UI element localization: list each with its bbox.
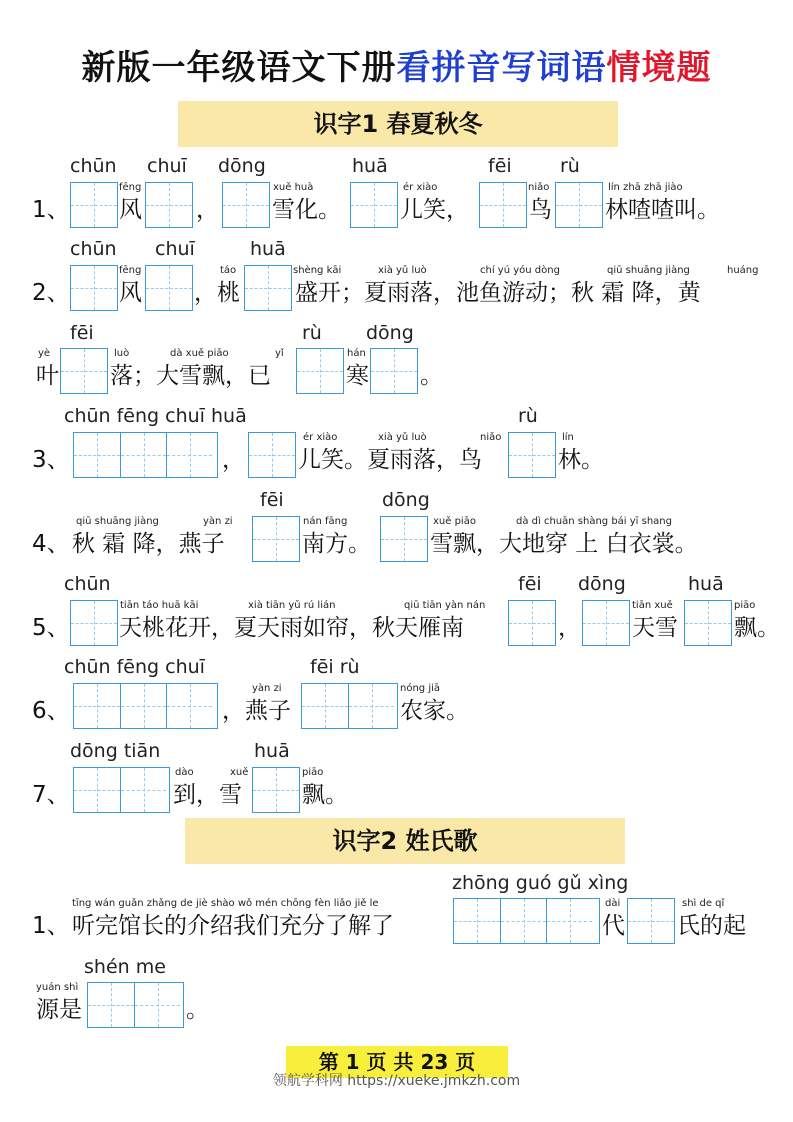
question-text: 农家。 <box>400 698 469 724</box>
pinyin: fēi <box>260 489 284 511</box>
question-text: 代 <box>602 913 625 939</box>
question-text: 飘。 <box>302 782 348 808</box>
question-text: 盛开；夏雨落，池鱼游动；秋 霜 降，黄 <box>295 280 701 306</box>
small-pinyin: xuě <box>230 767 249 778</box>
answer-box[interactable] <box>70 600 118 646</box>
small-pinyin: piāo <box>302 767 324 778</box>
page-number: 第 1 页 共 23 页 <box>286 1046 508 1078</box>
small-pinyin: lín zhā zhā jiào <box>608 182 683 193</box>
question-text: 天雪 <box>632 615 678 641</box>
small-pinyin: shèng kāi <box>293 265 342 276</box>
pinyin: dōng tiān <box>70 740 161 762</box>
question-text: 风 <box>119 197 142 223</box>
pinyin: rù <box>302 322 322 344</box>
pinyin: chūn fēng chuī <box>64 656 205 678</box>
answer-box[interactable] <box>244 265 292 311</box>
small-pinyin: nán fāng <box>303 516 348 527</box>
small-pinyin: piāo <box>734 600 756 611</box>
answer-box[interactable] <box>73 432 218 478</box>
pinyin: chūn <box>70 155 117 177</box>
small-pinyin: shì de qǐ <box>682 898 725 909</box>
question-number: 1、 <box>32 913 70 939</box>
small-pinyin: yǐ <box>275 348 284 359</box>
pinyin: huā <box>688 573 724 595</box>
question-text: 儿笑， <box>400 197 469 223</box>
watermark-text: 领航学科网 https://xueke.jmkzh.com <box>272 1073 521 1089</box>
question-number: 7、 <box>32 782 70 808</box>
answer-box[interactable] <box>301 683 398 729</box>
small-pinyin: qiū shuāng jiàng <box>76 516 159 527</box>
small-pinyin: yàn zi <box>252 683 282 694</box>
small-pinyin: xià yǔ luò <box>378 265 427 276</box>
answer-box[interactable] <box>350 182 398 228</box>
answer-box[interactable] <box>70 182 118 228</box>
question-text: 。 <box>186 997 209 1023</box>
pinyin: fēi <box>70 322 94 344</box>
pinyin: fēi <box>488 155 512 177</box>
small-pinyin: nóng jiā <box>400 683 441 694</box>
answer-box[interactable] <box>479 182 527 228</box>
pinyin: shén me <box>84 956 166 978</box>
small-pinyin: tiān táo huā kāi <box>120 600 199 611</box>
small-pinyin: lín <box>562 432 574 443</box>
small-pinyin: hán <box>347 348 366 359</box>
title-part2: 看拼音写词语 <box>396 48 607 88</box>
small-pinyin: dà dì chuān shàng bái yī shang <box>516 516 672 527</box>
question-number: 6、 <box>32 698 70 724</box>
pinyin: rù <box>518 405 538 427</box>
question-text: 风 <box>119 280 142 306</box>
small-pinyin: xuě huà <box>273 182 314 193</box>
small-pinyin: ér xiào <box>303 432 338 443</box>
question-text: 听完馆长的介绍我们充分了解了 <box>72 913 394 939</box>
small-pinyin: xià tiān yǔ rú lián <box>248 600 336 611</box>
question-text: 寒 <box>346 363 369 389</box>
title-part1: 新版一年级语文下册 <box>81 48 397 88</box>
pinyin: rù <box>560 155 580 177</box>
question-text: 南方。 <box>302 531 371 557</box>
pinyin: chūn fēng chuī huā <box>64 405 247 427</box>
question-text: 落；大雪飘，已 <box>110 363 271 389</box>
answer-box[interactable] <box>380 516 428 562</box>
small-pinyin: niǎo <box>528 182 550 193</box>
small-pinyin: niǎo <box>480 432 502 443</box>
question-text: 秋 霜 降，燕子 <box>72 531 225 557</box>
answer-box[interactable] <box>73 683 218 729</box>
question-text: 氏的起 <box>677 913 746 939</box>
pinyin: fēi <box>518 573 542 595</box>
answer-box[interactable] <box>555 182 603 228</box>
question-text: 天桃花开，夏天雨如帘，秋天雁南 <box>119 615 464 641</box>
pinyin: dōng <box>366 322 414 344</box>
question-text: 雪飘，大地穿 上 白衣裳。 <box>430 531 698 557</box>
answer-box[interactable] <box>370 348 418 394</box>
answer-box[interactable] <box>222 182 270 228</box>
pinyin: dōng <box>578 573 626 595</box>
question-text: 。 <box>420 363 443 389</box>
pinyin: fēi rù <box>310 656 360 678</box>
small-pinyin: ér xiào <box>403 182 438 193</box>
section-header-2: 识字2 姓氏歌 <box>185 818 625 864</box>
small-pinyin: dà xuě piāo <box>170 348 229 359</box>
title-part3: 情境题 <box>606 48 712 88</box>
small-pinyin: dài <box>605 898 621 909</box>
page-title <box>0 44 793 92</box>
question-text: 雪化。 <box>272 197 341 223</box>
pinyin: dōng <box>382 489 430 511</box>
answer-box[interactable] <box>70 265 118 311</box>
pinyin: chūn <box>64 573 111 595</box>
question-text: 儿笑。夏雨落，鸟 <box>298 447 482 473</box>
small-pinyin: yuán shì <box>36 982 79 993</box>
small-pinyin: xià yǔ luò <box>378 432 427 443</box>
answer-box[interactable] <box>296 348 344 394</box>
question-number: 2、 <box>32 280 70 306</box>
pinyin: chuī <box>147 155 187 177</box>
small-pinyin: fēng <box>119 265 142 276</box>
small-pinyin: tiān xuě <box>632 600 673 611</box>
question-number: 5、 <box>32 615 70 641</box>
pinyin: huā <box>250 238 286 260</box>
answer-box[interactable] <box>627 898 675 944</box>
question-text: 叶 <box>36 363 59 389</box>
answer-box[interactable] <box>248 432 296 478</box>
question-text: 源是 <box>36 997 82 1023</box>
answer-box[interactable] <box>582 600 630 646</box>
pinyin: huā <box>352 155 388 177</box>
answer-box[interactable] <box>252 767 300 813</box>
pinyin: dōng <box>218 155 266 177</box>
answer-box[interactable] <box>145 265 193 311</box>
question-text: ， <box>196 197 219 223</box>
pinyin: zhōng guó gǔ xìng <box>452 872 629 894</box>
answer-box[interactable] <box>684 600 732 646</box>
answer-box[interactable] <box>508 432 556 478</box>
pinyin: huā <box>254 740 290 762</box>
answer-box[interactable] <box>508 600 556 646</box>
answer-box[interactable] <box>60 348 108 394</box>
small-pinyin: luò <box>114 348 130 359</box>
question-text: ，桃 <box>194 280 240 306</box>
question-text: ， <box>558 615 581 641</box>
small-pinyin: yè <box>38 348 51 359</box>
question-text: ， <box>222 447 245 473</box>
answer-box[interactable] <box>453 898 600 944</box>
question-number: 1、 <box>32 197 70 223</box>
question-number: 4、 <box>32 531 70 557</box>
small-pinyin: xuě piāo <box>433 516 476 527</box>
small-pinyin: yàn zi <box>203 516 233 527</box>
small-pinyin: tīng wán guǎn zhǎng de jiè shào wǒ mén chōng fèn liǎo jiě le <box>72 898 379 909</box>
small-pinyin: chí yú yóu dòng <box>480 265 560 276</box>
small-pinyin: qiū shuāng jiàng <box>607 265 690 276</box>
question-text: 林。 <box>558 447 604 473</box>
question-text: 到，雪 <box>173 782 242 808</box>
pinyin: chuī <box>155 238 195 260</box>
question-text: 鸟 <box>529 197 552 223</box>
small-pinyin: huáng <box>727 265 759 276</box>
small-pinyin: táo <box>220 265 237 276</box>
answer-box[interactable] <box>252 516 300 562</box>
pinyin: chūn <box>70 238 117 260</box>
answer-box[interactable] <box>73 767 170 813</box>
small-pinyin: qiū tiān yàn nán <box>404 600 486 611</box>
question-text: 林喳喳叫。 <box>605 197 720 223</box>
question-text: 飘。 <box>734 615 780 641</box>
answer-box[interactable] <box>87 982 184 1028</box>
small-pinyin: fēng <box>119 182 142 193</box>
small-pinyin: dào <box>175 767 194 778</box>
section-header-1: 识字1 春夏秋冬 <box>178 101 618 147</box>
question-number: 3、 <box>32 447 70 473</box>
question-text: ，燕子 <box>222 698 291 724</box>
answer-box[interactable] <box>145 182 193 228</box>
